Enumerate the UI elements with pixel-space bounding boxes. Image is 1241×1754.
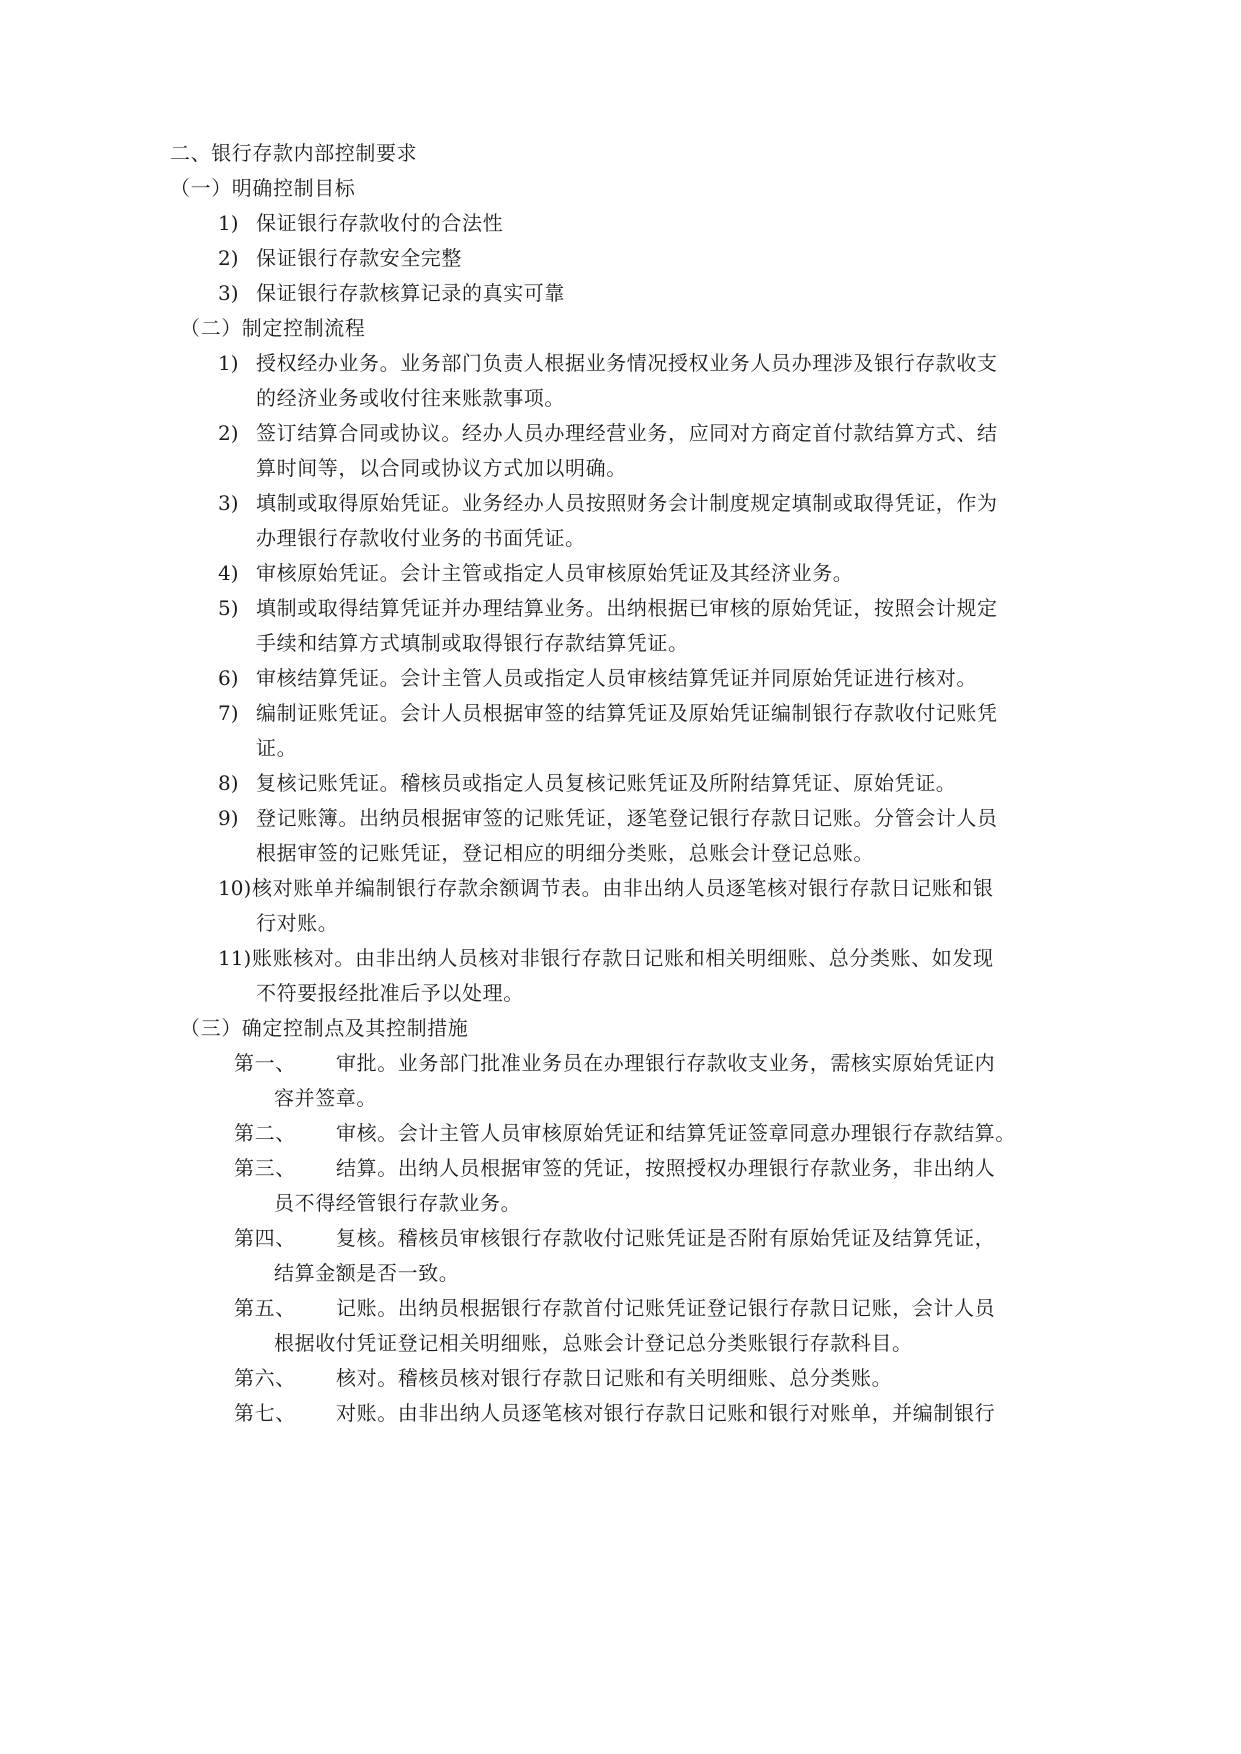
item-number: 1): [218, 351, 239, 375]
item-number: 11): [218, 946, 252, 970]
item-continuation: 算时间等，以合同或协议方式加以明确。: [256, 456, 627, 480]
list-item: [234, 1226, 995, 1250]
item-text: 填制或取得原始凭证。业务经办人员按照财务会计制度规定填制或取得凭证，作为: [256, 491, 998, 515]
item-text: 审核原始凭证。会计主管或指定人员审核原始凭证及其经济业务。: [256, 561, 854, 585]
list-item: [218, 946, 994, 970]
list-item: [218, 561, 853, 585]
item-continuation: 行对账。: [256, 911, 339, 935]
item-text: 保证银行存款安全完整: [256, 246, 462, 270]
item-ordinal: 第五、: [234, 1296, 296, 1320]
list-item: [218, 771, 956, 795]
section-title-3: （三）确定控制点及其控制措施: [180, 1016, 469, 1040]
item-continuation: 容并签章。: [274, 1086, 377, 1110]
item-number: 3): [218, 281, 239, 305]
item-text: 复核记账凭证。稽核员或指定人员复核记账凭证及所附结算凭证、原始凭证。: [256, 771, 957, 795]
list-item: [234, 1401, 995, 1425]
section-title-1: （一）明确控制目标: [170, 176, 356, 200]
item-text: 审批。业务部门批准业务员在办理银行存款收支业务，需核实原始凭证内: [336, 1051, 996, 1075]
item-number: 8): [218, 771, 239, 795]
list-item: [218, 491, 998, 515]
list-item: [218, 211, 503, 235]
heading: 二、银行存款内部控制要求: [170, 141, 418, 165]
list-item: [234, 1296, 995, 1320]
list-item: [218, 596, 998, 620]
item-continuation: 员不得经管银行存款业务。: [274, 1191, 522, 1215]
item-text: 审核结算凭证。会计主管人员或指定人员审核结算凭证并同原始凭证进行核对。: [256, 666, 977, 690]
item-continuation: 的经济业务或收付往来账款事项。: [256, 386, 565, 410]
item-number: 7): [218, 701, 239, 725]
item-text: 对账。由非出纳人员逐笔核对银行存款日记账和银行对账单，并编制银行: [336, 1401, 996, 1425]
section-title-2: （二）制定控制流程: [180, 316, 366, 340]
item-ordinal: 第六、: [234, 1366, 296, 1390]
list-item: [218, 876, 994, 900]
item-continuation: 证。: [256, 736, 298, 760]
item-text: 结算。出纳人员根据审签的凭证，按照授权办理银行存款业务，非出纳人: [336, 1156, 996, 1180]
item-text: 保证银行存款收付的合法性: [256, 211, 504, 235]
item-continuation: 不符要报经批准后予以处理。: [256, 981, 524, 1005]
list-item: [218, 246, 462, 270]
item-continuation: 根据审签的记账凭证，登记相应的明细分类账，总账会计登记总账。: [256, 841, 874, 865]
item-number: 10): [218, 876, 252, 900]
item-text: 核对。稽核员核对银行存款日记账和有关明细账、总分类账。: [336, 1366, 893, 1390]
list-item: [218, 666, 977, 690]
item-continuation: 根据收付凭证登记相关明细账，总账会计登记总分类账银行存款科目。: [274, 1331, 913, 1355]
list-item: [218, 351, 998, 375]
item-text: 登记账簿。出纳员根据审签的记账凭证，逐笔登记银行存款日记账。分管会计人员: [256, 806, 998, 830]
list-item: [218, 806, 998, 830]
item-number: 2): [218, 246, 239, 270]
item-text: 编制证账凭证。会计人员根据审签的结算凭证及原始凭证编制银行存款收付记账凭: [256, 701, 998, 725]
item-number: 2): [218, 421, 239, 445]
item-number: 9): [218, 806, 239, 830]
item-continuation: 手续和结算方式填制或取得银行存款结算凭证。: [256, 631, 689, 655]
list-item: [234, 1156, 995, 1180]
item-number: 4): [218, 561, 239, 585]
item-ordinal: 第二、: [234, 1121, 296, 1145]
item-text: 审核。会计主管人员审核原始凭证和结算凭证签章同意办理银行存款结算。: [336, 1121, 1016, 1145]
list-item: [218, 281, 565, 305]
item-ordinal: 第四、: [234, 1226, 296, 1250]
item-text: 复核。稽核员审核银行存款收付记账凭证是否附有原始凭证及结算凭证，: [336, 1226, 996, 1250]
item-text: 授权经办业务。业务部门负责人根据业务情况授权业务人员办理涉及银行存款收支: [256, 351, 998, 375]
item-number: 5): [218, 596, 239, 620]
item-ordinal: 第七、: [234, 1401, 296, 1425]
item-ordinal: 第一、: [234, 1051, 296, 1075]
item-text: 保证银行存款核算记录的真实可靠: [256, 281, 565, 305]
item-continuation: 结算金额是否一致。: [274, 1261, 460, 1285]
list-item: [218, 701, 998, 725]
list-item: [218, 421, 998, 445]
item-number: 6): [218, 666, 239, 690]
item-number: 3): [218, 491, 239, 515]
item-text: 账账核对。由非出纳人员核对非银行存款日记账和相关明细账、总分类账、如发现: [252, 946, 994, 970]
item-continuation: 办理银行存款收付业务的书面凭证。: [256, 526, 586, 550]
item-number: 1): [218, 211, 239, 235]
list-item: [234, 1121, 1016, 1145]
item-text: 签订结算合同或协议。经办人员办理经营业务，应同对方商定首付款结算方式、结: [256, 421, 998, 445]
list-item: [234, 1366, 892, 1390]
item-text: 核对账单并编制银行存款余额调节表。由非出纳人员逐笔核对银行存款日记账和银: [252, 876, 994, 900]
item-ordinal: 第三、: [234, 1156, 296, 1180]
list-item: [234, 1051, 995, 1075]
item-text: 填制或取得结算凭证并办理结算业务。出纳根据已审核的原始凭证，按照会计规定: [256, 596, 998, 620]
item-text: 记账。出纳员根据银行存款首付记账凭证登记银行存款日记账，会计人员: [336, 1296, 996, 1320]
